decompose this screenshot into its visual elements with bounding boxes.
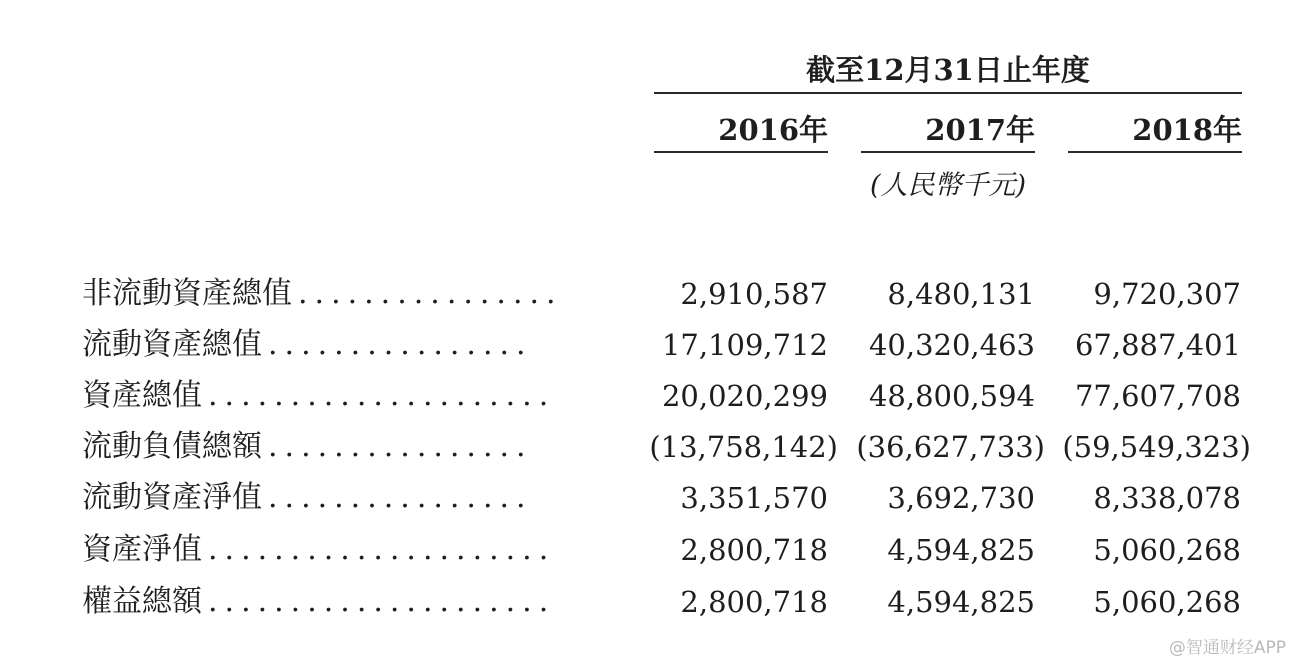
table-row-net-current-assets	[0, 472, 1304, 524]
value-2018: 67,887,401	[1074, 328, 1241, 362]
value-2016: (13,758,142)	[649, 430, 838, 464]
period-heading: 截至12月31日止年度	[806, 53, 1090, 87]
value-2016: 2,910,587	[680, 277, 828, 311]
value-2017: 40,320,463	[868, 328, 1035, 362]
row-label: 權益總額 .....................	[82, 576, 602, 628]
value-2018: 9,720,307	[1093, 277, 1241, 311]
leader-dots: ................	[268, 327, 533, 362]
table-row-net-assets	[0, 524, 1304, 576]
year-header-2018: 2018年	[1132, 113, 1242, 147]
value-2018: 5,060,268	[1093, 585, 1241, 619]
table-row-total-equity	[0, 576, 1304, 628]
value-2016: 2,800,718	[680, 585, 828, 619]
row-label: 資產總值 .....................	[82, 370, 602, 422]
year-underline-2018	[1068, 151, 1242, 153]
watermark: @智通财经APP	[1168, 638, 1286, 658]
table-row-non-current-assets	[0, 268, 1304, 320]
leader-dots: .....................	[208, 584, 556, 619]
value-2018: 5,060,268	[1093, 533, 1241, 567]
row-label: 資產淨值 .....................	[82, 524, 602, 576]
leader-dots: ................	[268, 429, 533, 464]
row-label: 流動負債總額 ................	[82, 421, 602, 473]
leader-dots: ................	[298, 276, 563, 311]
year-header-2017: 2017年	[925, 113, 1035, 147]
leader-dots: ................	[268, 480, 533, 515]
leader-dots: .....................	[208, 532, 556, 567]
table-row-current-liabilities	[0, 421, 1304, 473]
value-2016: 20,020,299	[661, 379, 828, 413]
year-header-2016: 2016年	[718, 113, 828, 147]
currency-unit-note: (人民幣千元)	[869, 170, 1027, 201]
row-label: 流動資產總值 ................	[82, 319, 602, 371]
value-2018: (59,549,323)	[1062, 430, 1251, 464]
year-underline-2017	[861, 151, 1035, 153]
value-2017: 4,594,825	[887, 585, 1035, 619]
value-2017: 4,594,825	[887, 533, 1035, 567]
table-row-total-assets	[0, 370, 1304, 422]
period-underline	[654, 92, 1242, 94]
value-2018: 77,607,708	[1074, 379, 1241, 413]
value-2017: 48,800,594	[868, 379, 1035, 413]
value-2016: 3,351,570	[680, 481, 828, 515]
row-label: 非流動資產總值 ................	[82, 268, 602, 320]
value-2016: 2,800,718	[680, 533, 828, 567]
value-2017: 3,692,730	[887, 481, 1035, 515]
value-2018: 8,338,078	[1093, 481, 1241, 515]
table-row-current-assets	[0, 319, 1304, 371]
value-2016: 17,109,712	[661, 328, 828, 362]
row-label: 流動資產淨值 ................	[82, 472, 602, 524]
year-underline-2016	[654, 151, 828, 153]
value-2017: (36,627,733)	[856, 430, 1045, 464]
leader-dots: .....................	[208, 378, 556, 413]
value-2017: 8,480,131	[887, 277, 1035, 311]
